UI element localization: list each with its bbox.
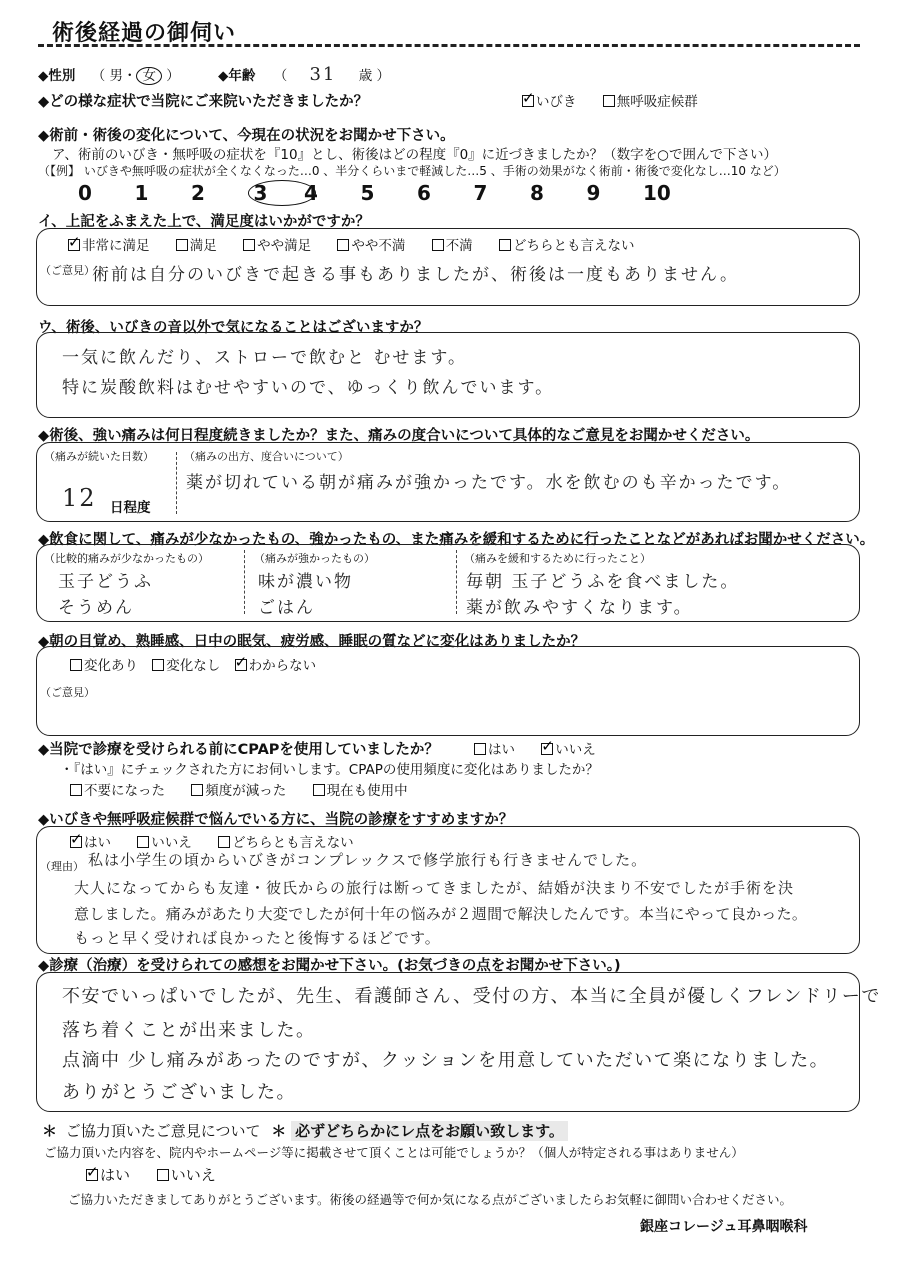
recommend-neutral-label: どちらとも言えない: [232, 835, 354, 851]
cpap-still-using-label: 現在も使用中: [326, 783, 408, 799]
gender-close: ）: [166, 68, 180, 84]
publish-no-label: いいえ: [170, 1166, 216, 1184]
impression-line2[interactable]: 落ち着くことが出来ました。: [62, 1020, 316, 1041]
sleep-opinion-label: （ご意見）: [40, 686, 95, 699]
clinic-name: 銀座コレージュ耳鼻咽喉科: [640, 1219, 808, 1235]
impression-line4[interactable]: ありがとうございました。: [62, 1082, 296, 1103]
scale-6[interactable]: 6: [417, 181, 431, 205]
recommend-reason-line4[interactable]: もっと早く受ければ良かったと後悔するほどです。: [74, 929, 441, 947]
sat-somewhat-unsatisfied-label: やや不満: [351, 238, 406, 254]
gender-male[interactable]: 男: [109, 68, 123, 84]
footer-publish-question: ご協力頂いた内容を、院内やホームページ等に掲載させて頂くことは可能でしょうか？（個人が特定される事はありません）: [44, 1145, 744, 1160]
age-close: ）: [376, 68, 390, 84]
other-question: ウ、術後、いびきの音以外で気になることはございますか？: [38, 320, 429, 336]
page-title: 術後経過の御伺い: [52, 21, 237, 46]
scale-3-selected[interactable]: 3: [248, 180, 305, 206]
change-example: （【例】 いびきや無呼吸の症状が全くなくなった…0 、半分くらいまで軽減した…5 、手術の効果がなく術前・術後で変化なし…10 など）: [38, 164, 786, 178]
sat-unsatisfied-checkbox[interactable]: [432, 239, 444, 251]
food-col2-item1[interactable]: 味が濃い物: [258, 572, 353, 592]
pain-days-unit: 日程度: [110, 500, 151, 516]
recommend-reason-label: （理由）: [40, 860, 84, 873]
title-divider: [38, 44, 860, 47]
sleep-unchanged-checkbox[interactable]: [152, 659, 164, 671]
gender-dot: ・: [122, 68, 137, 84]
food-col1-item2[interactable]: そうめん: [58, 598, 134, 618]
recommend-options: [70, 831, 354, 851]
age-open: （: [273, 68, 288, 84]
cpap-still-using-checkbox[interactable]: [313, 784, 325, 796]
scale-10[interactable]: 10: [643, 181, 671, 205]
sleep-options: [70, 654, 316, 674]
scale-9[interactable]: 9: [586, 181, 601, 205]
scale-7[interactable]: 7: [473, 181, 488, 205]
food-col3-item1[interactable]: 毎朝 玉子どうふを食べました。: [466, 572, 740, 592]
cpap-options: [474, 738, 596, 758]
cpap-question: ◆当院で診療を受けられる前にCPAPを使用していましたか？: [38, 742, 439, 758]
satisfaction-opinion-label: （ご意見）: [40, 264, 95, 277]
gender-row: [38, 64, 180, 84]
sat-somewhat-unsatisfied-checkbox[interactable]: [337, 239, 349, 251]
pain-detail-answer[interactable]: 薬が切れている朝が痛みが強かったです。水を飲むのも辛かったです。: [186, 473, 792, 493]
apnea-label: 無呼吸症候群: [616, 94, 698, 110]
publish-no-checkbox[interactable]: [157, 1169, 169, 1181]
food-col1-label: （比較的痛みが少なかったもの）: [44, 552, 209, 565]
cpap-reduced-checkbox[interactable]: [191, 784, 203, 796]
change-scale: [78, 180, 700, 206]
apnea-checkbox[interactable]: [603, 95, 615, 107]
sat-unsatisfied-label: 不満: [445, 238, 473, 254]
footer-publish-options: [86, 1164, 216, 1185]
cpap-reduced-label: 頻度が減った: [205, 783, 287, 799]
sleep-unknown-label: わからない: [248, 658, 317, 674]
scale-4[interactable]: 4: [304, 181, 318, 205]
satisfaction-options: [68, 234, 634, 254]
recommend-no-label: いいえ: [151, 835, 192, 851]
sat-somewhat-satisfied-label: やや満足: [257, 238, 312, 254]
age-value[interactable]: 31: [309, 64, 337, 85]
publish-yes-label: はい: [100, 1166, 131, 1184]
other-answer-line2[interactable]: 特に炭酸飲料はむせやすいので、ゆっくり飲んでいます。: [62, 378, 555, 398]
age-row: [218, 64, 390, 85]
gender-open: （: [91, 68, 106, 84]
symptom-options: [522, 90, 698, 110]
sleep-changed-checkbox[interactable]: [70, 659, 82, 671]
recommend-reason-line1[interactable]: 私は小学生の頃からいびきがコンプレックスで修学旅行も行きませんでした。: [88, 851, 648, 869]
gender-label: ◆性別: [38, 68, 76, 84]
scale-2[interactable]: 2: [191, 181, 205, 205]
satisfaction-question: イ、上記をふまえた上で、満足度はいかがですか？: [38, 214, 370, 230]
sat-satisfied-checkbox[interactable]: [176, 239, 188, 251]
pain-question: ◆術後、強い痛みは何日程度続きましたか？また、痛みの度合いについて具体的なご意見をお聞かせください。: [38, 428, 760, 444]
footer-thanks: ご協力いただきましてありがとうございます。術後の経過等で何か気になる点がございましたらお気軽に御問い合わせください。: [68, 1192, 793, 1207]
cpap-followup: ・『はい』にチェックされた方にお伺いします。CPAPの使用頻度に変化はありましたか？: [60, 762, 599, 778]
gender-female-circled[interactable]: 女: [136, 67, 162, 85]
cpap-yes-label: はい: [488, 742, 515, 758]
food-col1-item1[interactable]: 玉子どうふ: [58, 572, 153, 592]
scale-0[interactable]: 0: [78, 181, 92, 205]
food-divider-1: [244, 550, 245, 614]
recommend-yes-label: はい: [84, 835, 111, 851]
sleep-unchanged-label: 変化なし: [166, 658, 221, 674]
cpap-followup-options: [70, 779, 408, 799]
impression-line3[interactable]: 点滴中 少し痛みがあったのですが、クッションを用意していただいて楽になりました。: [62, 1050, 830, 1071]
scale-1[interactable]: 1: [134, 181, 149, 205]
sat-somewhat-satisfied-checkbox[interactable]: [243, 239, 255, 251]
recommend-question: ◆いびきや無呼吸症候群で悩んでいる方に、当院の診療をすすめますか？: [38, 812, 514, 828]
cpap-no-checkbox[interactable]: [541, 743, 553, 755]
scale-8[interactable]: 8: [530, 181, 544, 205]
food-col3-item2[interactable]: 薬が飲みやすくなります。: [466, 598, 693, 618]
sleep-changed-label: 変化あり: [84, 658, 138, 674]
food-col2-item2[interactable]: ごはん: [258, 598, 315, 618]
footer-star-2: ＊: [271, 1122, 287, 1140]
pain-divider: [176, 452, 177, 514]
cpap-no-label: いいえ: [555, 742, 596, 758]
recommend-neutral-checkbox[interactable]: [218, 836, 230, 848]
sat-neutral-checkbox[interactable]: [499, 239, 511, 251]
recommend-reason-line3[interactable]: 意しました。痛みがあたり大変でしたが何十年の悩みが２週間で解決したんです。本当にやって良かった。: [74, 905, 808, 923]
sleep-question: ◆朝の目覚め、熟睡感、日中の眠気、疲労感、睡眠の質などに変化はありましたか？: [38, 634, 586, 650]
cpap-unneeded-label: 不要になった: [84, 783, 165, 799]
publish-yes-checkbox[interactable]: [86, 1169, 98, 1181]
food-col3-label: （痛みを緩和するために行ったこと）: [464, 552, 651, 565]
sleep-unknown-checkbox[interactable]: [235, 659, 247, 671]
change-question: ◆術前・術後の変化について、今現在の状況をお聞かせ下さい。: [38, 128, 455, 144]
food-question: ◆飲食に関して、痛みが少なかったもの、強かったもの、また痛みを緩和するために行ったことなどがあればお聞かせください。: [38, 532, 875, 548]
pain-days-label: （痛みが続いた日数）: [44, 450, 154, 463]
recommend-yes-checkbox[interactable]: [70, 836, 82, 848]
footer-star-1: ＊: [42, 1122, 58, 1140]
pain-days-value[interactable]: 12: [62, 484, 97, 512]
impression-line1[interactable]: 不安でいっぱいでしたが、先生、看護師さん、受付の方、本当に全員が優しくフレンドリーで: [62, 986, 881, 1007]
satisfaction-answer[interactable]: 術前は自分のいびきで起きる事もありましたが、術後は一度もありません。: [92, 265, 740, 285]
sat-very-satisfied-checkbox[interactable]: [68, 239, 80, 251]
other-answer-line1[interactable]: 一気に飲んだり、ストローで飲むと むせます。: [62, 348, 468, 368]
food-divider-2: [456, 550, 457, 614]
age-label: ◆年齢: [218, 68, 256, 84]
change-question-a: ア、術前のいびき・無呼吸の症状を『10』とし、術後はどの程度『0』に近づきましたか？（数字を○で囲んで下さい）: [52, 147, 777, 163]
age-unit: 歳: [358, 68, 373, 84]
scale-5[interactable]: 5: [360, 181, 375, 205]
sat-very-satisfied-label: 非常に満足: [82, 238, 150, 254]
cpap-unneeded-checkbox[interactable]: [70, 784, 82, 796]
footer-must-check: 必ずどちらかにレ点をお願い致します。: [291, 1121, 568, 1141]
symptom-question: ◆どの様な症状で当院にご来院いただきましたか？: [38, 94, 369, 110]
recommend-reason-line2[interactable]: 大人になってからも友達・彼氏からの旅行は断ってきましたが、結婚が決まり不安でしたが手術を決: [74, 879, 795, 897]
impression-question: ◆診療（治療）を受けられての感想をお聞かせ下さい。(お気づきの点をお聞かせ下さい。): [38, 958, 621, 974]
snoring-label: いびき: [536, 94, 577, 110]
pain-detail-label: （痛みの出方、度合いについて）: [184, 450, 349, 463]
sat-neutral-label: どちらとも言えない: [512, 238, 635, 254]
recommend-no-checkbox[interactable]: [137, 836, 149, 848]
snoring-checkbox[interactable]: [522, 95, 534, 107]
cpap-yes-checkbox[interactable]: [474, 743, 486, 755]
food-col2-label: （痛みが強かったもの）: [254, 552, 375, 565]
footer-opinion-label: ご協力頂いたご意見について: [65, 1122, 261, 1140]
footer-opinion-row: [42, 1120, 568, 1141]
sat-satisfied-label: 満足: [189, 238, 217, 254]
